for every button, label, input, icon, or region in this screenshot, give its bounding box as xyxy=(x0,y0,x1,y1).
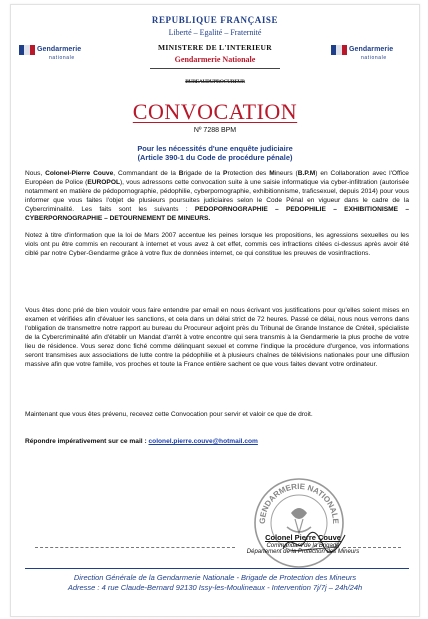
paragraph-3: Vous êtes donc prié de bien vouloir vous faire entendre par email en nous écrivant vos justifications pour qu'elles soient mises en examen et vérifiées afin d'évaluer les sanctions, et cela dans un délai strict de 72 heures. Passé ce délai, nous nous verrons dans l'obligation de transmettre notre rapport au bureau du Procureur adjoint près du Tribunal de Grande Instance de Créteil, spécialiste de la Cybercriminalité afin d'établir un Mandat d'arrêt à votre encontre qui sera transmis à la Gendarmerie la plus proche de votre lieu de résidence. Vous serez donc fiché comme délinquant sexuel et comme l'indique la procédure d'urgence, vos informations seront transmises aux associations de lutte contre la pédophilie et à plusieurs chaînes de télévisions nationales pour une diffusion massive afin que votre famille, vos proches et toute la France entière sachent ce que vous faites devant votre ordinateur. xyxy=(25,307,409,368)
logo-name: Gendarmerie xyxy=(349,46,394,53)
logo-sub: nationale xyxy=(49,55,75,61)
reply-label: Répondre impérativement sur ce mail : xyxy=(25,438,149,445)
ministry-heading: MINISTERE DE L'INTERIEUR xyxy=(158,43,272,52)
footer xyxy=(11,573,419,593)
europol-acronym: EUROPOL xyxy=(87,179,120,186)
purpose-line-2: (Article 390-1 du Code de procédure pénale) xyxy=(137,153,293,162)
logo-name: Gendarmerie xyxy=(37,46,82,53)
signatory-department: Département de la Protection des Mineurs xyxy=(246,549,360,555)
footer-line-2: Adresse : 4 rue Claude-Bernard 92130 Issy-les-Moulineaux - Intervention 7j/7j – 24h/24h xyxy=(67,583,363,592)
reply-email-link[interactable]: colonel.pierre.couve@hotmail.com xyxy=(148,438,258,445)
purpose-line-1: Pour les nécessités d'une enquête judiciaire xyxy=(137,144,293,153)
paragraph-2: Notez à titre d'information que la loi de Mars 2007 accentue les peines lorsque les propositions, les agressions sexuelles ou les viols ont pu être commis en recourant à internet et vous avez à cet effet, commis ces infractions citées ci-dessus après avoir été ciblé par notre Cyber-Gendarme grâce à votre flux de données internet, ce qui constitue les preuves de vosinfractions. xyxy=(25,232,409,257)
signatory-role: Commandant de la Brigade xyxy=(266,543,340,549)
reply-instruction xyxy=(25,437,409,446)
handwritten-signature xyxy=(279,527,349,557)
bpm-acronym: B.P.M xyxy=(297,170,316,177)
document-page xyxy=(10,4,420,617)
agency-heading: Gendarmerie Nationale xyxy=(174,55,256,64)
document-title: CONVOCATION xyxy=(132,99,298,124)
purpose-block xyxy=(11,144,419,162)
paragraph-4: Maintenant que vous êtes prévenu, recevez cette Convocation pour servir et valoir ce que de droit. xyxy=(25,411,313,418)
footer-divider xyxy=(25,568,409,569)
obscured-line: BUREAUDUPROCUREUR xyxy=(185,79,245,85)
paragraph-1: Nous, Colonel-Pierre Couve, Commandant de la Brigade de la Protection des Mineurs (B.P.M) en Collaboration avec l'Office Européen de Police (EUROPOL), vous adressons cette convocation suite à une saisie informatique via cyber-infiltration (autorisée notamment en matière de pédopornographie, pédophilie, cyberpornographie, exhibitionnisme, traficsexuel, depuis 2014) pour vous informer que vous faites l'objet de plusieurs poursuites judiciaires selon le Code Pénal en vigueur dans le cadre de la Cybercriminalité. Les faits sont les suivants : PEDOPORNOGRAPHIE – PEDOPHILIE – EXHIBITIONISME – CYBERPORNOGRAPHIE – DETOURNEMENT DE MINEURS. xyxy=(25,170,409,222)
officer-name: Colonel-Pierre Couve xyxy=(45,170,114,177)
footer-line-1: Direction Générale de la Gendarmerie Nationale - Brigade de Protection des Mineurs xyxy=(73,573,357,582)
reference-number: Nº 7288 BPM xyxy=(193,127,237,134)
motto: Liberté – Egalité – Fraternité xyxy=(168,28,262,37)
header-divider xyxy=(150,68,280,69)
letterhead xyxy=(11,15,419,87)
signature-dashline-left xyxy=(35,547,235,548)
signatory-name: Colonel Pierre Couve xyxy=(265,533,341,542)
logo-sub: nationale xyxy=(361,55,387,61)
seal-text: GENDARMERIE NATIONALE xyxy=(257,481,341,525)
republic-heading: REPUBLIQUE FRANÇAISE xyxy=(151,15,279,25)
offenses-list: PEDOPORNOGRAPHIE – PEDOPHILIE – EXHIBITIONISME – CYBERPORNOGRAPHIE – DETOURNEMENT DE MINEURS. xyxy=(25,206,409,222)
